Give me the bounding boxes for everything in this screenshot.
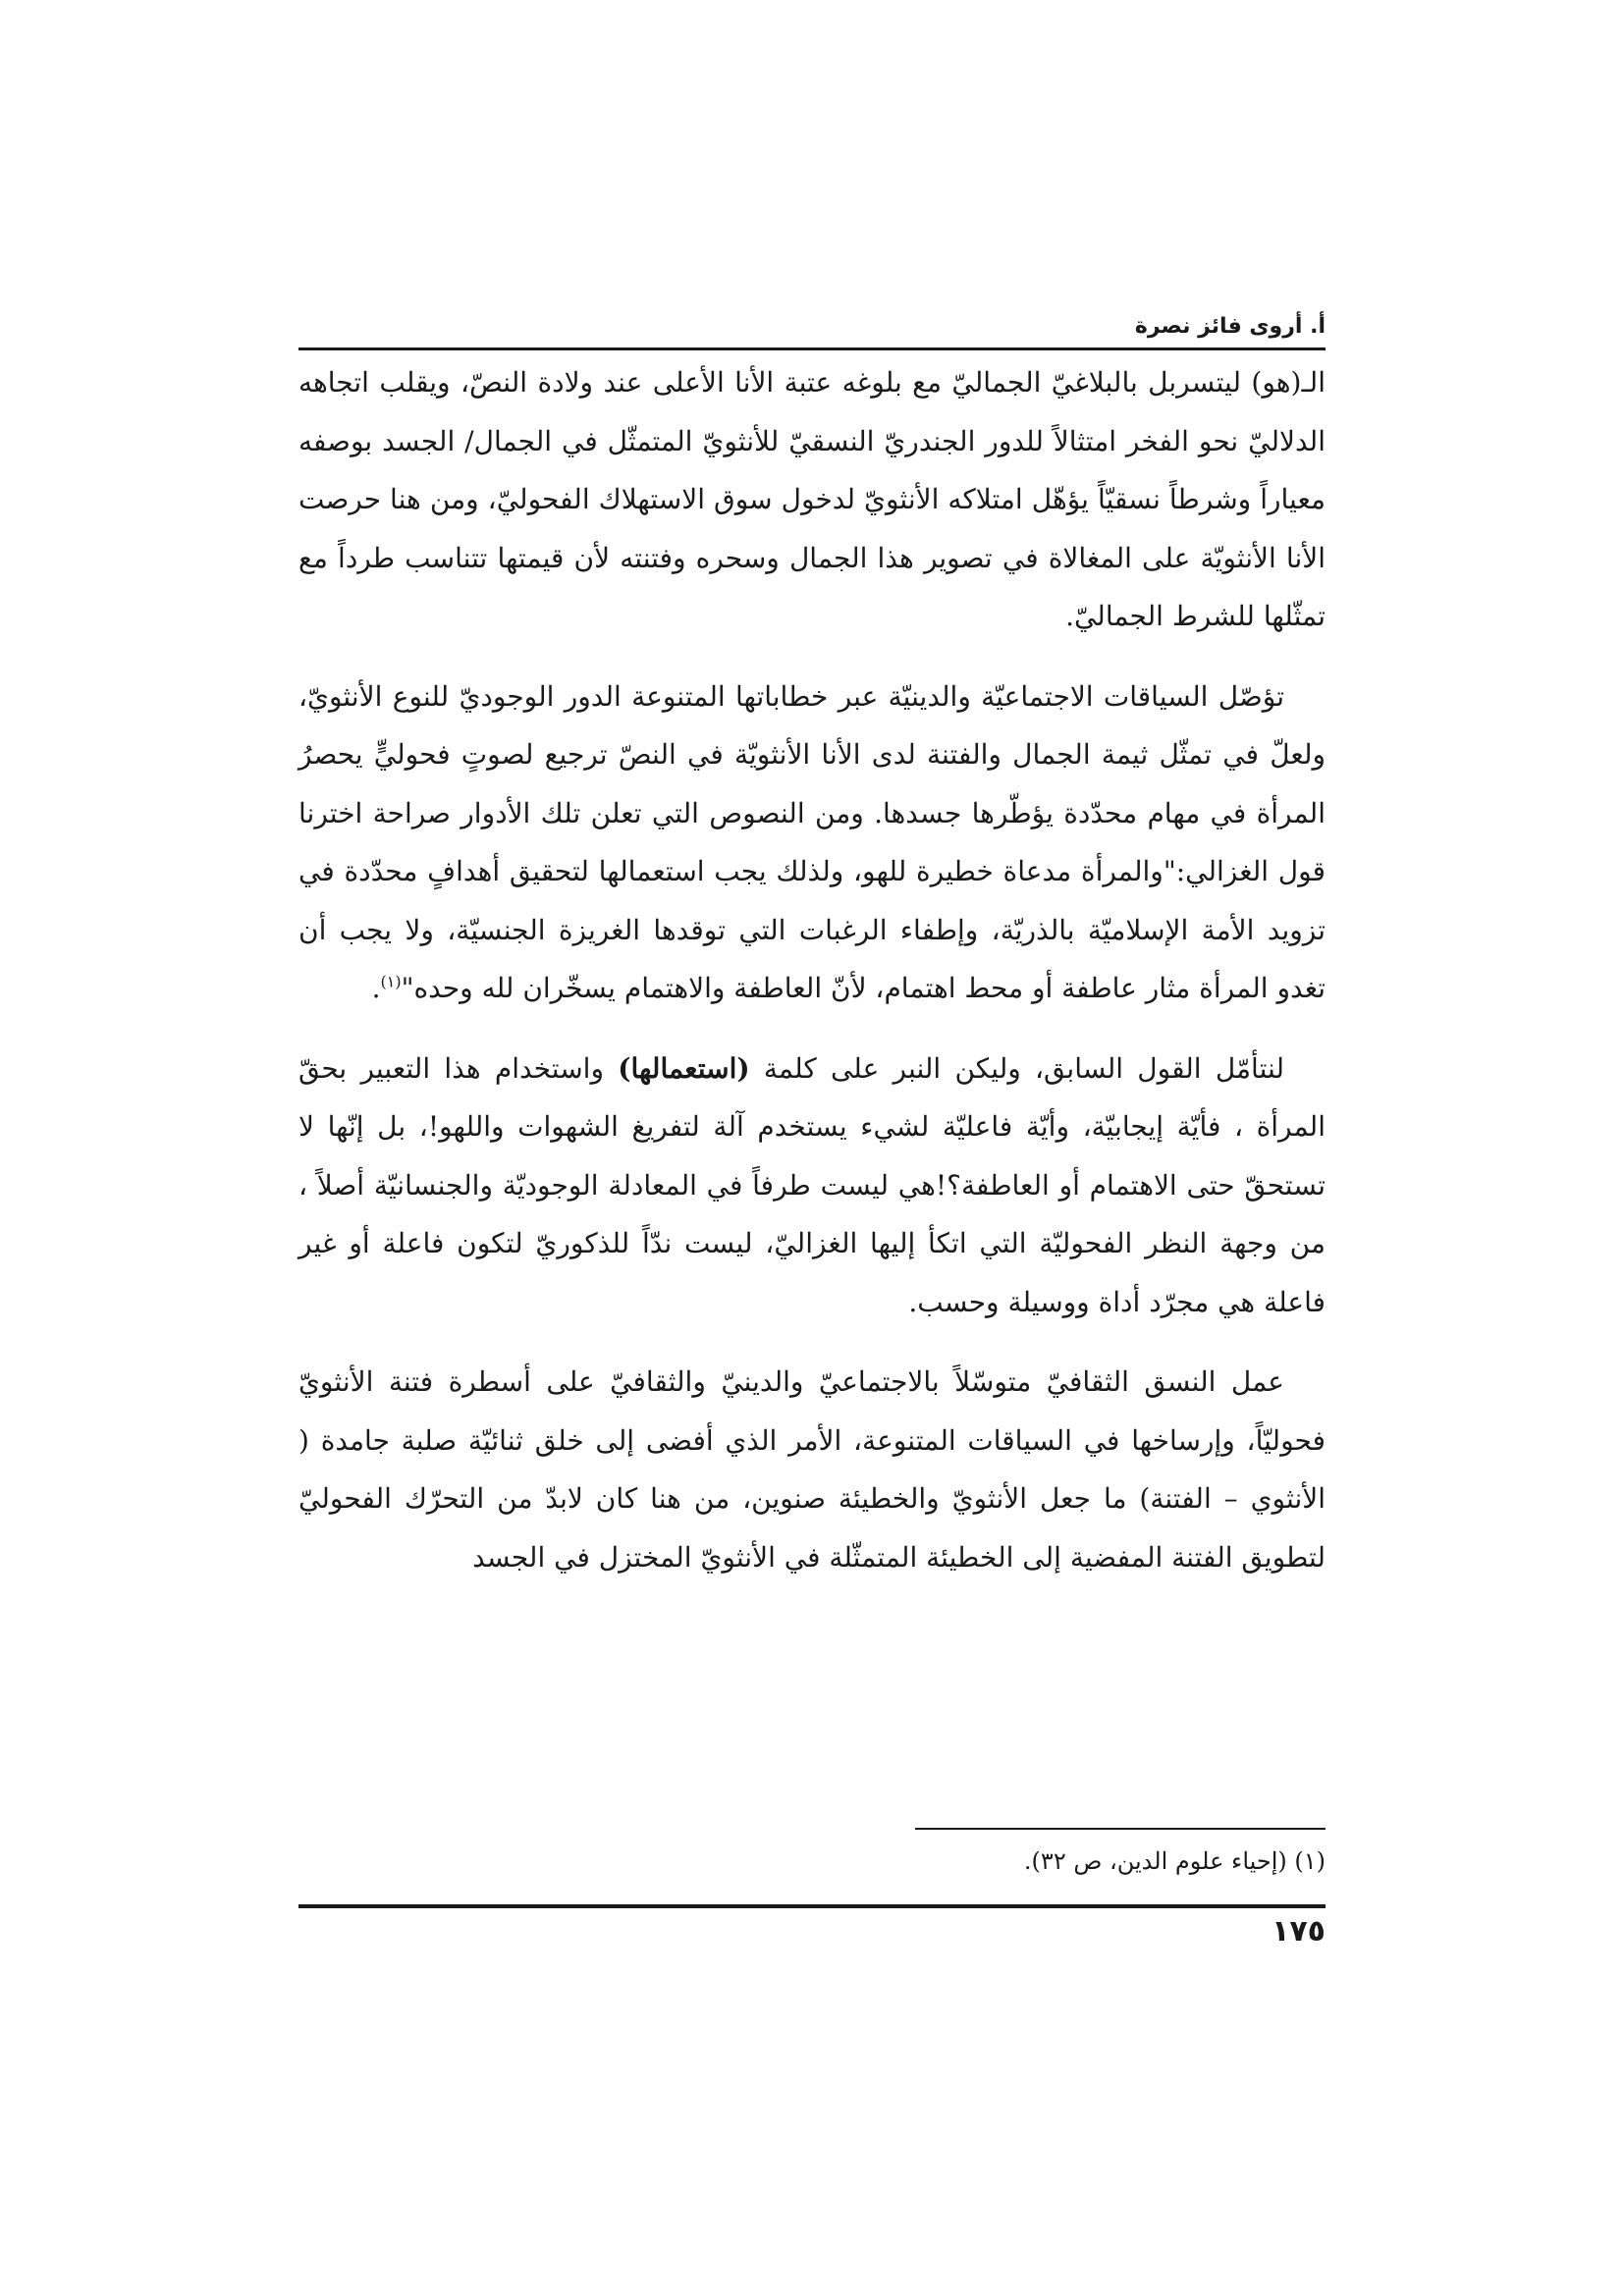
paragraph-3-emphasis: (استعمالها) [618,1051,750,1085]
footnote-divider [915,1828,1326,1830]
paragraph-1: الـ(هو) ليتسربل بالبلاغيّ الجماليّ مع بلوغه عتبة الأنا الأعلى عند ولادة النصّ، ويقلب اتجاهه الدلاليّ نحو الفخر امتثالاً للدور الجندريّ النسقيّ للأنثويّ المتمثّل في الجمال/ الجسد بوصفه معياراً وشرطاً نسقيّاً يؤهّل امتلاكه الأنثويّ لدخول سوق الاستهلاك الفحوليّ، ومن هنا حرصت الأنا الأنثويّة على المغالاة في تصوير هذا الجمال وسحره وفتنته لأن قيمتها تتناسب طرداً مع تمثّلها للشرط الجماليّ. [298,366,1326,632]
footnote: (١) (إحياء علوم الدين، ص ٣٢). [1023,1847,1326,1875]
paragraph-3-text-start: لنتأمّل القول السابق، وليكن النبر على كلمة [749,1051,1284,1085]
paragraph-2-text: تؤصّل السياقات الاجتماعيّة والدينيّة عبر خطاباتها المتنوعة الدور الوجوديّ للنوع الأنثويّ، ولعلّ في تمثّل ثيمة الجمال والفتنة لدى الأنا الأنثويّة في النصّ ترجيع لصوتٍ فحوليٍّ يحصرُ المرأة في مهام محدّدة يؤطّرها جسدها. ومن النصوص التي تعلن تلك الأدوار صراحة اخترنا قول الغزالي:"والمرأة مدعاة خطيرة للهو، ولذلك يجب استعمالها لتحقيق أهدافٍ محدّدة في تزويد الأمة الإسلاميّة بالذريّة، وإطفاء الرغبات التي توقدها الغريزة الجنسيّة، ولا يجب أن تغدو المرأة مثار عاطفة أو محط اهتمام، لأنّ العاطفة والاهتمام يسخّران لله وحده" [298,679,1326,1004]
running-header-author: أ. أروى فائز نصرة [1134,314,1326,339]
header-divider [298,347,1326,350]
paragraph-2-end: . [371,972,381,1004]
paragraph-2 [298,667,1326,1018]
main-text [298,353,1326,1608]
footer-divider [298,1904,1326,1908]
page-number: ١٧٥ [1272,1914,1326,1949]
paragraph-3 [298,1040,1326,1332]
paragraph-3-text-end: واستخدام هذا التعبير بحقّ المرأة ، فأيّة إيجابيّة، وأيّة فاعليّة لشيء يستخدم آلة لتفريغ الشهوات واللهو!، بل إنّها لا تستحقّ حتى الاهتمام أو العاطفة؟!هي ليست طرفاً في المعادلة الوجوديّة والجنسانيّة أصلاً ، من وجهة النظر الفحوليّة التي اتكأ إليها الغزاليّ، ليست ندّاً للذكوريّ لتكون فاعلة أو غير فاعلة هي مجرّد أداة ووسيلة وحسب. [298,1051,1326,1318]
paragraph-4: عمل النسق الثقافيّ متوسّلاً بالاجتماعيّ والدينيّ والثقافيّ على أسطرة فتنة الأنثويّ فحوليّاً، وإرساخها في السياقات المتنوعة، الأمر الذي أفضى إلى خلق ثنائيّة صلبة جامدة ( الأنثوي – الفتنة) ما جعل الأنثويّ والخطيئة صنوين، من هنا كان لابدّ من التحرّك الفحوليّ لتطويق الفتنة المفضية إلى الخطيئة المتمثّلة في الأنثويّ المختزل في الجسد [298,1365,1326,1574]
footnote-reference: (١) [380,972,402,991]
